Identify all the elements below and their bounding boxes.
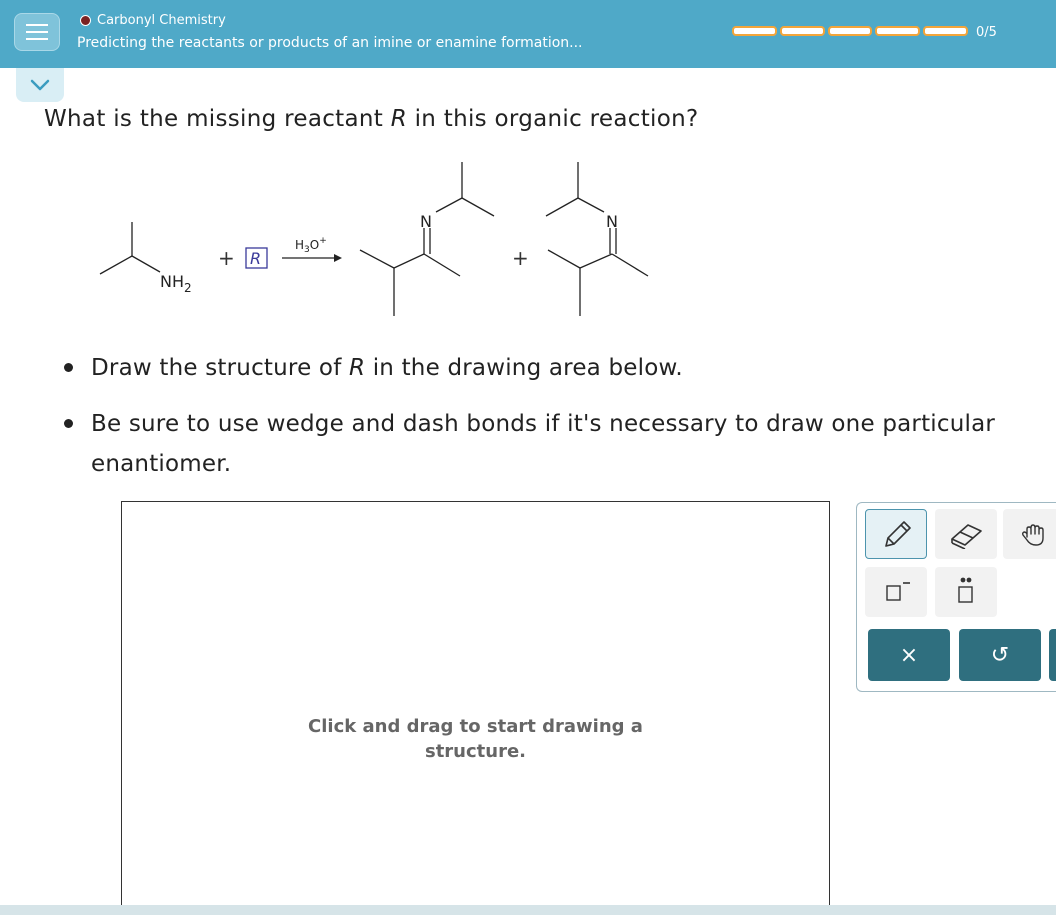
imine-product-2 [546,162,648,316]
progress-segment [828,26,873,36]
more-action-button[interactable] [1049,629,1056,681]
topic-text: Carbonyl Chemistry [97,13,226,28]
plus-sign: + [218,246,235,270]
unknown-reactant-label: R [250,249,262,268]
eraser-icon [948,519,984,549]
progress-segment [780,26,825,36]
canvas-hint [122,714,829,764]
progress-segment [732,26,777,36]
menu-button[interactable] [14,13,60,51]
instruction-item [60,404,1056,484]
undo-button[interactable] [959,629,1041,681]
question-variable: R [390,106,407,132]
imine-product-1 [360,162,494,316]
undo-icon: ↺ [990,642,1010,668]
reagent-label: $H_3O^+$ [295,236,327,255]
nitrogen-label: N [420,212,432,231]
lone-pair-icon [949,575,983,609]
hand-tool-button[interactable] [1003,509,1056,559]
reaction-scheme [90,150,670,322]
question-prefix: What is the missing reactant [44,106,391,132]
question-text [44,106,698,132]
progress-score: 0/5 [976,25,997,40]
nitrogen-label: N [606,212,618,231]
instruction-text: Be sure to use wedge and dash bonds if it's necessary to draw one particular enantiomer. [91,411,996,477]
instruction-text: Draw the structure of [91,355,350,381]
topic-label [80,13,226,28]
canvas-hint-text: Click and drag to start drawing a structure. [308,716,643,762]
menu-icon-line [26,38,48,40]
drawing-toolbar [856,502,1056,692]
eraser-tool-button[interactable] [935,509,997,559]
close-icon: × [899,642,919,668]
plus-sign: + [512,246,529,270]
assignment-title: Predicting the reactants or products of an imine or enamine formation... [77,35,583,51]
question-suffix: in this organic reaction? [406,106,699,132]
pencil-tool-button[interactable] [865,509,927,559]
clear-button[interactable] [868,629,950,681]
isopropylamine-structure [100,222,160,274]
top-bar [0,0,1056,68]
instruction-list [60,348,1056,500]
reaction-arrow [282,254,342,262]
bottom-scroll-bar [0,905,1056,915]
progress-segment [875,26,920,36]
drawing-canvas[interactable] [121,501,830,912]
charge-tool-button[interactable] [865,567,927,617]
menu-icon-line [26,31,48,33]
status-dot-icon [80,15,91,26]
charge-icon [879,577,913,607]
chevron-down-icon [30,79,50,91]
menu-icon-line [26,24,48,26]
instruction-variable: R [349,355,366,381]
instruction-item [60,348,1056,388]
pencil-icon [878,516,914,552]
instruction-text: in the drawing area below. [365,355,683,381]
collapse-toggle[interactable] [16,68,64,102]
amine-label: $NH_2$ [160,272,192,295]
progress-bar [732,26,968,36]
lone-pair-tool-button[interactable] [935,567,997,617]
progress-segment [923,26,968,36]
hand-icon [1019,519,1049,549]
